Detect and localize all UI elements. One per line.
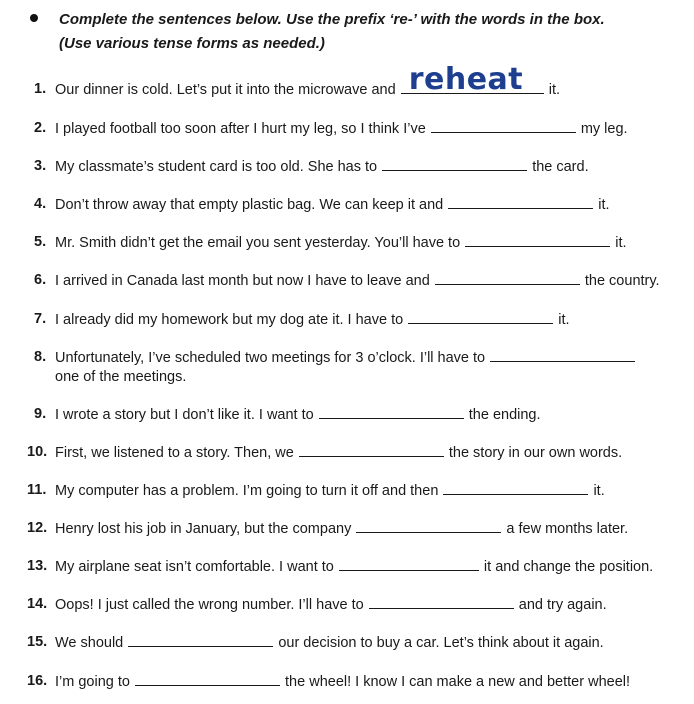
sentence-text-before: My airplane seat isn’t comfortable. I want to [55, 559, 334, 575]
answer-blank[interactable] [443, 480, 588, 495]
sentence-text-after: it and change the position. [483, 559, 654, 575]
sentence-text-before: Don’t throw away that empty plastic bag. We can keep it and [55, 197, 444, 213]
sentence-text-before: I arrived in Canada last month but now I have to leave and [55, 273, 430, 289]
answer-blank[interactable] [382, 156, 527, 171]
handwritten-answer: reheat [408, 62, 524, 97]
answer-blank[interactable] [128, 632, 273, 647]
sentence-text-after: our decision to buy a car. Let’s think about it again. [278, 635, 604, 651]
item-number: 4. [34, 196, 47, 212]
sentence-text-before: Unfortunately, I’ve scheduled two meetings for 3 o’clock. I’ll have to [55, 350, 486, 366]
instructions [28, 8, 688, 56]
sentence-text-before: We should [55, 635, 124, 651]
sentence-text-after: my leg. [580, 121, 628, 137]
answer-blank[interactable] [490, 347, 635, 362]
item-number: 8. [34, 349, 47, 365]
sentence-text-before: First, we listened to a story. Then, we [55, 445, 294, 461]
sentence-text-before: Mr. Smith didn’t get the email you sent yesterday. You’ll have to [55, 235, 461, 251]
item-number: 11. [27, 482, 47, 498]
sentence-text-after: the ending. [468, 407, 541, 423]
answer-blank[interactable] [319, 404, 464, 419]
item-number: 15. [27, 634, 48, 650]
sentence-text-after: the country. [584, 273, 660, 289]
answer-blank[interactable] [356, 518, 501, 533]
sentence-text-after: the story in our own words. [448, 445, 623, 461]
item-number: 10. [27, 444, 48, 460]
sentence-text-after: a few months later. [506, 521, 629, 537]
sentence-item-8 [0, 347, 694, 387]
answer-blank[interactable] [408, 309, 553, 324]
item-number: 9. [34, 406, 47, 422]
answer-blank[interactable] [369, 594, 514, 609]
answer-blank[interactable] [448, 194, 593, 209]
sentence-text-before: I wrote a story but I don’t like it. I want to [55, 407, 314, 423]
answer-blank[interactable] [299, 442, 444, 457]
sentence-text-after: it. [615, 235, 627, 251]
item-number: 13. [27, 558, 48, 574]
instruction-line-2: (Use various tense forms as needed.) [59, 35, 325, 52]
item-number: 5. [34, 234, 47, 250]
item-number: 2. [34, 120, 47, 136]
bullet-icon [30, 14, 38, 22]
sentence-text-before: I already did my homework but my dog ate it. I have to [55, 312, 404, 328]
item-number: 3. [34, 158, 47, 174]
answer-blank[interactable] [431, 118, 576, 133]
sentence-text-after: it. [558, 312, 570, 328]
item-number: 16. [27, 673, 48, 689]
sentence-text-before: Oops! I just called the wrong number. I’ll have to [55, 597, 364, 613]
sentence-text-before: I’m going to [55, 674, 130, 690]
item-number: 12. [27, 520, 48, 536]
answer-blank[interactable] [339, 556, 479, 571]
sentence-text-before: My computer has a problem. I’m going to turn it off and then [55, 483, 439, 499]
instruction-line-1: Complete the sentences below. Use the prefix ‘re-’ with the words in the box. [59, 11, 605, 28]
item-number: 1. [34, 81, 47, 97]
item-number: 7. [34, 311, 47, 327]
answer-blank[interactable] [135, 671, 280, 686]
sentence-text-after: and try again. [518, 597, 607, 613]
sentence-text-after: it. [593, 483, 605, 499]
answer-blank[interactable] [465, 232, 610, 247]
item-number: 6. [34, 272, 47, 288]
sentence-text-before: I played football too soon after I hurt my leg, so I think I’ve [55, 121, 426, 137]
sentence-text-before: Our dinner is cold. Let’s put it into the microwave and [55, 82, 396, 98]
sentence-text-after: one of the meetings. [55, 369, 187, 385]
item-number: 14. [27, 596, 48, 612]
sentence-text-after: it. [548, 82, 561, 98]
sentence-text-before: My classmate’s student card is too old. She has to [55, 159, 378, 175]
sentence-text-before: Henry lost his job in January, but the company [55, 521, 352, 537]
answer-blank[interactable] [401, 62, 544, 97]
sentence-text-after: the wheel! I know I can make a new and better wheel! [285, 674, 631, 690]
answer-blank[interactable] [435, 270, 580, 285]
sentence-text-after: the card. [532, 159, 589, 175]
sentence-text-after: it. [598, 197, 610, 213]
